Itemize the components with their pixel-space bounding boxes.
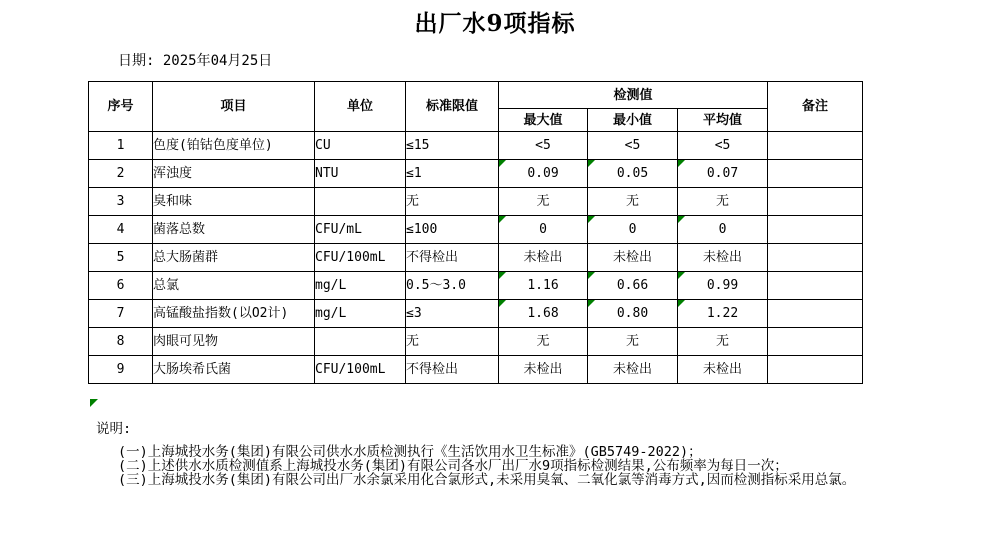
table-row bbox=[89, 132, 863, 160]
page-title: 出厂水9项指标 bbox=[414, 10, 576, 37]
max-value-cell: 未检出 bbox=[499, 356, 588, 384]
remark-cell bbox=[768, 160, 863, 188]
note-line: (三)上海城投水务(集团)有限公司出厂水余氯采用化合氯形式,未采用臭氧、二氧化氯等消毒方式,因而检测指标采用总氯。 bbox=[118, 472, 856, 488]
min-value-cell: <5 bbox=[588, 132, 678, 160]
row-index: 6 bbox=[89, 272, 153, 300]
notes-block bbox=[118, 445, 855, 487]
min-value-cell: 0.80 bbox=[588, 300, 678, 328]
item-cell: 肉眼可见物 bbox=[153, 328, 315, 356]
remark-cell bbox=[768, 132, 863, 160]
unit-cell: CFU/100mL bbox=[315, 356, 406, 384]
row-index: 4 bbox=[89, 216, 153, 244]
table-row bbox=[89, 356, 863, 384]
min-value-cell: 0.05 bbox=[588, 160, 678, 188]
table-row bbox=[89, 216, 863, 244]
remark-cell bbox=[768, 328, 863, 356]
item-cell: 臭和味 bbox=[153, 188, 315, 216]
max-value-cell: 0 bbox=[499, 216, 588, 244]
table-row bbox=[89, 160, 863, 188]
min-value-cell: 无 bbox=[588, 328, 678, 356]
min-value-cell: 未检出 bbox=[588, 356, 678, 384]
limit-cell: 0.5～3.0 bbox=[406, 272, 499, 300]
avg-value-cell: 未检出 bbox=[678, 244, 768, 272]
row-index: 3 bbox=[89, 188, 153, 216]
header-min: 最小值 bbox=[588, 109, 678, 132]
row-index: 8 bbox=[89, 328, 153, 356]
max-value-cell: 无 bbox=[499, 188, 588, 216]
avg-value-cell: 无 bbox=[678, 188, 768, 216]
min-value-cell: 无 bbox=[588, 188, 678, 216]
notes-label: 说明: bbox=[96, 421, 132, 437]
unit-cell: mg/L bbox=[315, 300, 406, 328]
remark-cell bbox=[768, 300, 863, 328]
row-index: 1 bbox=[89, 132, 153, 160]
table-row bbox=[89, 188, 863, 216]
limit-cell: 无 bbox=[406, 188, 499, 216]
avg-value-cell: 无 bbox=[678, 328, 768, 356]
remark-cell bbox=[768, 216, 863, 244]
item-cell: 大肠埃希氏菌 bbox=[153, 356, 315, 384]
item-cell: 高锰酸盐指数(以O2计) bbox=[153, 300, 315, 328]
limit-cell: ≤100 bbox=[406, 216, 499, 244]
limit-cell: ≤15 bbox=[406, 132, 499, 160]
avg-value-cell: 1.22 bbox=[678, 300, 768, 328]
limit-cell: ≤3 bbox=[406, 300, 499, 328]
min-value-cell: 0.66 bbox=[588, 272, 678, 300]
avg-value-cell: 0 bbox=[678, 216, 768, 244]
avg-value-cell: <5 bbox=[678, 132, 768, 160]
table-row bbox=[89, 244, 863, 272]
max-value-cell: 0.09 bbox=[499, 160, 588, 188]
limit-cell: ≤1 bbox=[406, 160, 499, 188]
unit-cell: CFU/100mL bbox=[315, 244, 406, 272]
item-cell: 色度(铂钴色度单位) bbox=[153, 132, 315, 160]
unit-cell: CFU/mL bbox=[315, 216, 406, 244]
row-index: 9 bbox=[89, 356, 153, 384]
row-index: 5 bbox=[89, 244, 153, 272]
water-quality-table bbox=[88, 81, 863, 384]
max-value-cell: 未检出 bbox=[499, 244, 588, 272]
table-row bbox=[89, 300, 863, 328]
item-cell: 总大肠菌群 bbox=[153, 244, 315, 272]
header-limit: 标准限值 bbox=[406, 82, 499, 132]
unit-cell bbox=[315, 328, 406, 356]
table-row bbox=[89, 328, 863, 356]
row-index: 7 bbox=[89, 300, 153, 328]
remark-cell bbox=[768, 272, 863, 300]
unit-cell: NTU bbox=[315, 160, 406, 188]
remark-cell bbox=[768, 244, 863, 272]
header-index: 序号 bbox=[89, 82, 153, 132]
header-unit: 单位 bbox=[315, 82, 406, 132]
header-detection: 检测值 bbox=[499, 82, 768, 109]
limit-cell: 不得检出 bbox=[406, 244, 499, 272]
unit-cell bbox=[315, 188, 406, 216]
remark-cell bbox=[768, 356, 863, 384]
remark-cell bbox=[768, 188, 863, 216]
item-cell: 浑浊度 bbox=[153, 160, 315, 188]
header-row-1 bbox=[89, 82, 863, 109]
unit-cell: CU bbox=[315, 132, 406, 160]
unit-cell: mg/L bbox=[315, 272, 406, 300]
header-remark: 备注 bbox=[768, 82, 863, 132]
max-value-cell: <5 bbox=[499, 132, 588, 160]
note-line: (一)上海城投水务(集团)有限公司供水水质检测执行《生活饮用水卫生标准》(GB5749-2022)； bbox=[118, 444, 702, 460]
row-index: 2 bbox=[89, 160, 153, 188]
header-item: 项目 bbox=[153, 82, 315, 132]
avg-value-cell: 0.07 bbox=[678, 160, 768, 188]
report-date: 日期: 2025年04月25日 bbox=[118, 53, 273, 69]
flag-triangle-icon bbox=[90, 399, 98, 407]
avg-value-cell: 未检出 bbox=[678, 356, 768, 384]
note-line: (二)上述供水水质检测值系上海城投水务(集团)有限公司各水厂出厂水9项指标检测结果,公布频率为每日一次； bbox=[118, 458, 788, 474]
item-cell: 菌落总数 bbox=[153, 216, 315, 244]
min-value-cell: 0 bbox=[588, 216, 678, 244]
item-cell: 总氯 bbox=[153, 272, 315, 300]
max-value-cell: 1.68 bbox=[499, 300, 588, 328]
header-max: 最大值 bbox=[499, 109, 588, 132]
header-avg: 平均值 bbox=[678, 109, 768, 132]
max-value-cell: 1.16 bbox=[499, 272, 588, 300]
table-row bbox=[89, 272, 863, 300]
limit-cell: 不得检出 bbox=[406, 356, 499, 384]
max-value-cell: 无 bbox=[499, 328, 588, 356]
limit-cell: 无 bbox=[406, 328, 499, 356]
min-value-cell: 未检出 bbox=[588, 244, 678, 272]
avg-value-cell: 0.99 bbox=[678, 272, 768, 300]
